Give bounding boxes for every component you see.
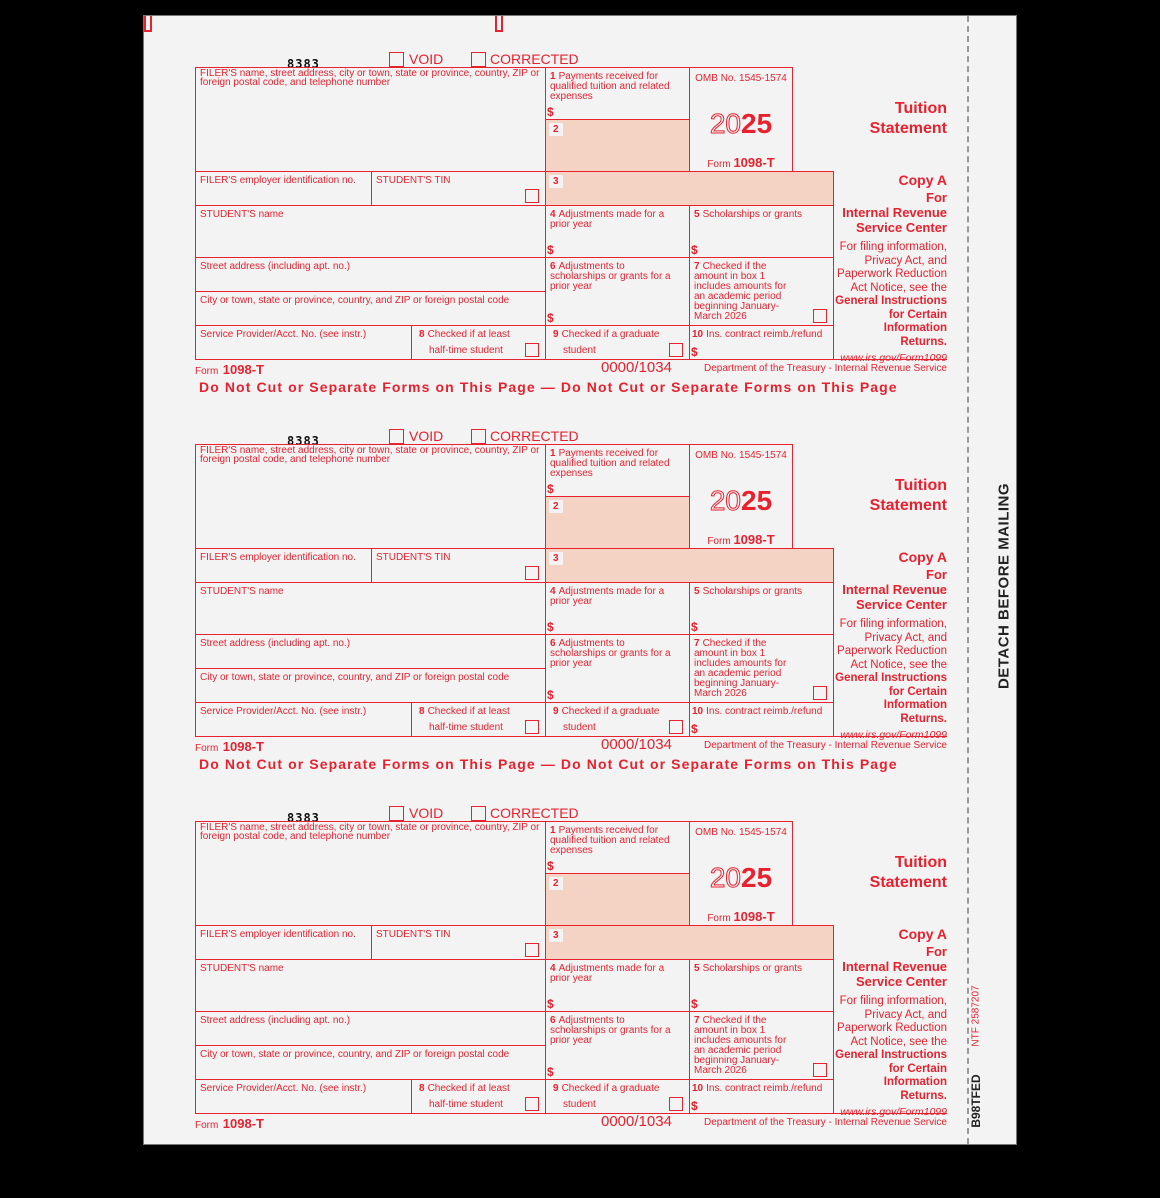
corrected-label: CORRECTED — [490, 428, 579, 444]
box6-adjustments-field[interactable]: 6 Adjustments to scholarships or grants for a prior year $ — [545, 634, 690, 703]
corrected-label: CORRECTED — [490, 805, 579, 821]
box9-checkbox[interactable] — [669, 1097, 683, 1111]
box3-field: 3 — [545, 548, 834, 583]
form-1098t-copy-3 — [144, 805, 1018, 1198]
department-label: Department of the Treasury - Internal Revenue Service — [704, 740, 947, 751]
box9-graduate-field: 9 Checked if a graduate student — [545, 702, 690, 737]
box8-checkbox[interactable] — [525, 720, 539, 734]
void-label: VOID — [409, 805, 444, 821]
tax-year: 2025 — [709, 108, 773, 139]
form-number-label: Form 1098-T — [707, 909, 775, 924]
filer-name-field[interactable]: FILER'S name, street address, city or town, state or province, country, ZIP or foreign postal code, and telephone number — [195, 67, 546, 172]
detach-label: DETACH BEFORE MAILING — [995, 482, 1013, 690]
corrected-checkbox[interactable] — [471, 806, 486, 821]
void-checkbox[interactable] — [389, 429, 404, 444]
box2-field: 2 — [545, 873, 690, 926]
copy-bottom-line — [833, 736, 947, 738]
box7-checkbox-field: 7 Checked if the amount in box 1 includes amounts for an academic period beginning January-March 2026 — [689, 1011, 834, 1080]
catalog-number: 0000/1034 — [601, 359, 672, 376]
form-code-number: 8383 — [287, 434, 320, 448]
corrected-checkbox[interactable] — [471, 52, 486, 67]
form-1098t-copy-2 — [144, 428, 1018, 821]
city-field[interactable]: City or town, state or province, country, and ZIP or foreign postal code — [195, 668, 546, 703]
omb-year-box: OMB No. 1545-1574 2025 Form 1098-T — [689, 444, 793, 549]
copy-a-info: Copy A For Internal Revenue Service Center For filing information, Privacy Act, and Paperwork Reduction Act Notice, see the General Instructions for Certain Information Returns. www.irs.gov/Form1099 — [835, 549, 947, 741]
box9-checkbox[interactable] — [669, 343, 683, 357]
form-sheet — [143, 15, 1017, 1145]
box1-payments-field[interactable]: 1 Payments received for qualified tuition and related expenses $ — [545, 444, 690, 497]
box8-checkbox[interactable] — [525, 343, 539, 357]
form-number-label: Form 1098-T — [707, 155, 775, 170]
box2-field: 2 — [545, 496, 690, 549]
form-footer-number: Form 1098-T — [195, 739, 264, 754]
student-name-field[interactable]: STUDENT'S name — [195, 582, 546, 635]
box3-field: 3 — [545, 925, 834, 960]
form-title: Tuition Statement — [869, 477, 947, 514]
service-provider-field[interactable]: Service Provider/Acct. No. (see instr.) — [195, 1079, 412, 1114]
form-1098t-copy-1 — [144, 51, 1018, 444]
corrected-checkbox[interactable] — [471, 429, 486, 444]
void-label: VOID — [409, 428, 444, 444]
student-tin-checkbox[interactable] — [525, 189, 539, 203]
copy-a-info: Copy A For Internal Revenue Service Center For filing information, Privacy Act, and Paperwork Reduction Act Notice, see the General Instructions for Certain Information Returns. www.irs.gov/Form1099 — [835, 172, 947, 364]
registration-mark-center — [495, 16, 503, 32]
form-title: Tuition Statement — [869, 100, 947, 137]
box7-checkbox[interactable] — [813, 686, 827, 700]
box7-checkbox-field: 7 Checked if the amount in box 1 includes amounts for an academic period beginning January-March 2026 — [689, 634, 834, 703]
box9-checkbox[interactable] — [669, 720, 683, 734]
street-address-field[interactable]: Street address (including apt. no.) — [195, 257, 546, 292]
void-checkbox[interactable] — [389, 806, 404, 821]
box10-insurance-field[interactable]: 10 Ins. contract reimb./refund $ — [689, 325, 834, 360]
box8-halftime-field: 8 Checked if at least half-time student — [411, 1079, 546, 1114]
city-field[interactable]: City or town, state or province, country, and ZIP or foreign postal code — [195, 1045, 546, 1080]
registration-mark-left — [144, 16, 152, 32]
street-address-field[interactable]: Street address (including apt. no.) — [195, 1011, 546, 1046]
box5-scholarships-field[interactable]: 5 Scholarships or grants $ — [689, 582, 834, 635]
corrected-label: CORRECTED — [490, 51, 579, 67]
form-footer-number: Form 1098-T — [195, 362, 264, 377]
box5-scholarships-field[interactable]: 5 Scholarships or grants $ — [689, 959, 834, 1012]
form-footer-number: Form 1098-T — [195, 1116, 264, 1131]
box3-field: 3 — [545, 171, 834, 206]
student-name-field[interactable]: STUDENT'S name — [195, 205, 546, 258]
catalog-number: 0000/1034 — [601, 1113, 672, 1130]
form-number-label: Form 1098-T — [707, 532, 775, 547]
box9-graduate-field: 9 Checked if a graduate student — [545, 1079, 690, 1114]
do-not-cut-warning: Do Not Cut or Separate Forms on This Page — Do Not Cut or Separate Forms on This Page — [199, 756, 898, 772]
form-code-number: 8383 — [287, 811, 320, 825]
department-label: Department of the Treasury - Internal Revenue Service — [704, 1117, 947, 1128]
box6-adjustments-field[interactable]: 6 Adjustments to scholarships or grants for a prior year $ — [545, 257, 690, 326]
copy-a-info: Copy A For Internal Revenue Service Center For filing information, Privacy Act, and Paperwork Reduction Act Notice, see the General Instructions for Certain Information Returns. www.irs.gov/Form1099 — [835, 926, 947, 1118]
box7-checkbox-field: 7 Checked if the amount in box 1 includes amounts for an academic period beginning January-March 2026 — [689, 257, 834, 326]
street-address-field[interactable]: Street address (including apt. no.) — [195, 634, 546, 669]
box10-insurance-field[interactable]: 10 Ins. contract reimb./refund $ — [689, 702, 834, 737]
void-label: VOID — [409, 51, 444, 67]
box1-payments-field[interactable]: 1 Payments received for qualified tuition and related expenses $ — [545, 821, 690, 874]
service-provider-field[interactable]: Service Provider/Acct. No. (see instr.) — [195, 702, 412, 737]
student-tin-field[interactable]: STUDENT'S TIN — [371, 171, 546, 206]
department-label: Department of the Treasury - Internal Revenue Service — [704, 363, 947, 374]
student-tin-field[interactable]: STUDENT'S TIN — [371, 548, 546, 583]
ntf-code: NTF 2587207 — [970, 985, 982, 1047]
omb-year-box: OMB No. 1545-1574 2025 Form 1098-T — [689, 821, 793, 926]
student-tin-checkbox[interactable] — [525, 943, 539, 957]
box4-adjustments-field[interactable]: 4 Adjustments made for a prior year $ — [545, 959, 690, 1012]
catalog-number: 0000/1034 — [601, 736, 672, 753]
void-checkbox[interactable] — [389, 52, 404, 67]
filer-ein-field[interactable]: FILER'S employer identification no. — [195, 548, 372, 583]
omb-year-box: OMB No. 1545-1574 2025 Form 1098-T — [689, 67, 793, 172]
box10-insurance-field[interactable]: 10 Ins. contract reimb./refund $ — [689, 1079, 834, 1114]
box4-adjustments-field[interactable]: 4 Adjustments made for a prior year $ — [545, 582, 690, 635]
copy-bottom-line — [833, 1113, 947, 1115]
box2-field: 2 — [545, 119, 690, 172]
tax-year: 2025 — [709, 862, 773, 893]
box8-checkbox[interactable] — [525, 1097, 539, 1111]
box5-scholarships-field[interactable]: 5 Scholarships or grants $ — [689, 205, 834, 258]
form-code-number: 8383 — [287, 57, 320, 71]
student-name-field[interactable]: STUDENT'S name — [195, 959, 546, 1012]
product-code: B98TFED — [969, 1074, 983, 1128]
tax-year: 2025 — [709, 485, 773, 516]
do-not-cut-warning: Do Not Cut or Separate Forms on This Page — Do Not Cut or Separate Forms on This Page — [199, 379, 898, 395]
box7-checkbox[interactable] — [813, 1063, 827, 1077]
box6-adjustments-field[interactable]: 6 Adjustments to scholarships or grants for a prior year $ — [545, 1011, 690, 1080]
box8-halftime-field: 8 Checked if at least half-time student — [411, 702, 546, 737]
filer-name-field[interactable]: FILER'S name, street address, city or town, state or province, country, ZIP or foreign postal code, and telephone number — [195, 821, 546, 926]
form-title: Tuition Statement — [869, 854, 947, 891]
box4-adjustments-field[interactable]: 4 Adjustments made for a prior year $ — [545, 205, 690, 258]
student-tin-field[interactable]: STUDENT'S TIN — [371, 925, 546, 960]
box9-graduate-field: 9 Checked if a graduate student — [545, 325, 690, 360]
service-provider-field[interactable]: Service Provider/Acct. No. (see instr.) — [195, 325, 412, 360]
filer-name-field[interactable]: FILER'S name, street address, city or town, state or province, country, ZIP or foreign postal code, and telephone number — [195, 444, 546, 549]
box1-payments-field[interactable]: 1 Payments received for qualified tuition and related expenses $ — [545, 67, 690, 120]
box8-halftime-field: 8 Checked if at least half-time student — [411, 325, 546, 360]
city-field[interactable]: City or town, state or province, country, and ZIP or foreign postal code — [195, 291, 546, 326]
copy-bottom-line — [833, 359, 947, 361]
filer-ein-field[interactable]: FILER'S employer identification no. — [195, 171, 372, 206]
student-tin-checkbox[interactable] — [525, 566, 539, 580]
box7-checkbox[interactable] — [813, 309, 827, 323]
filer-ein-field[interactable]: FILER'S employer identification no. — [195, 925, 372, 960]
